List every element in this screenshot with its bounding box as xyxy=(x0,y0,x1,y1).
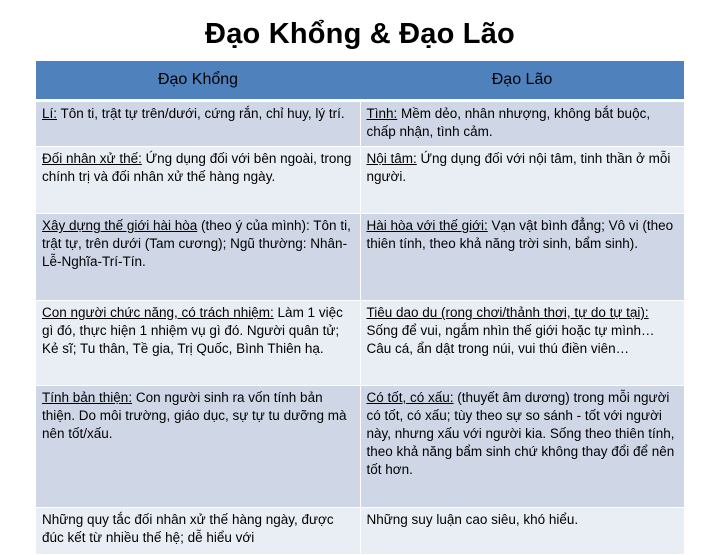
header-dao-khong: Đạo Khổng xyxy=(36,61,360,101)
cell-lead: Có tốt, có xấu: xyxy=(366,390,454,405)
cell-khong xyxy=(36,147,360,214)
cell-lao xyxy=(360,214,684,301)
cell-text: Những suy luận cao siêu, khó hiểu. xyxy=(366,512,579,527)
cell-text: Tôn ti, trật tự trên/dưới, cứng rắn, chỉ huy, lý trí. xyxy=(57,106,345,121)
table-row xyxy=(36,147,684,214)
cell-text: Những quy tắc đối nhân xử thế hàng ngày, được đúc kết từ nhiều thế hệ; dễ hiểu với xyxy=(42,512,334,545)
table-row xyxy=(36,301,684,386)
cell-text: Mềm dẻo, nhân nhượng, không bắt buộc, chấp nhận, tình cảm. xyxy=(366,106,651,139)
cell-lead: Đối nhân xử thế: xyxy=(42,151,142,166)
table-row xyxy=(36,101,684,147)
cell-khong xyxy=(36,301,360,386)
cell-lead: Nội tâm: xyxy=(366,151,417,166)
cell-khong xyxy=(36,214,360,301)
comparison-table-container xyxy=(36,61,684,555)
cell-text: (thuyết âm dương) trong mỗi người có tốt, có xấu; tùy theo sự so sánh - tốt với người này, nhưng xấu với người kia. Sống theo thiên tính, theo khả năng bẩm sinh chứ không thay đổi để nên tốt hơn. xyxy=(366,390,675,477)
cell-lao xyxy=(360,147,684,214)
cell-lao xyxy=(360,301,684,386)
cell-lead: Tiêu dao du (rong chơi/thảnh thơi, tự do tự tại): xyxy=(366,305,649,320)
cell-lead: Lí: xyxy=(42,106,58,121)
table-row xyxy=(36,214,684,301)
cell-text: Làm 1 việc gì đó, thực hiện 1 nhiệm vụ gì đó. Người quân tử; Kẻ sĩ; Tu thân, Tề gia, Trị Quốc, Bình Thiên hạ. xyxy=(42,305,343,356)
cell-lead: Tình: xyxy=(366,106,398,121)
cell-khong xyxy=(36,101,360,147)
table-row xyxy=(36,386,684,508)
cell-lao xyxy=(360,386,684,508)
table-row xyxy=(36,508,684,555)
cell-text: Sống để vui, ngắm nhìn thế giới hoặc tự mình… Câu cá, ẩn dật trong núi, vui thú điền viên… xyxy=(366,323,655,356)
cell-lead: Xây dựng thế giới hài hòa xyxy=(42,218,198,233)
cell-text: Ứng dụng đối với bên ngoài, trong chính trị và đối nhân xử thế hàng ngày. xyxy=(42,151,352,184)
cell-lead: Hài hòa với thế giới: xyxy=(366,218,488,233)
comparison-table xyxy=(36,61,685,555)
cell-text: (theo ý của mình): Tôn ti, trật tự, trên dưới (Tam cương); Ngũ thường: Nhân-Lễ-Nghĩa-Trí-Tín. xyxy=(42,218,351,269)
cell-lao xyxy=(360,508,684,555)
table-header-row xyxy=(36,61,684,101)
cell-text: Ứng dụng đối với nội tâm, tinh thần ở mỗi người. xyxy=(366,151,671,184)
page-title: Đạo Khổng & Đạo Lão xyxy=(205,18,515,50)
cell-text: Vạn vật bình đẳng; Vô vi (theo thiên tính, theo khả năng trời sinh, bẩm sinh). xyxy=(366,218,674,251)
cell-lead: Con người chức năng, có trách nhiệm: xyxy=(42,305,274,320)
cell-lead: Tính bản thiện: xyxy=(42,390,133,405)
cell-lao xyxy=(360,101,684,147)
cell-text: Con người sinh ra vốn tính bản thiện. Do môi trường, giáo dục, sự tự tu dưỡng mà nên tốt/xấu. xyxy=(42,390,347,441)
header-dao-lao: Đạo Lão xyxy=(360,61,684,101)
cell-khong xyxy=(36,386,360,508)
cell-khong xyxy=(36,508,360,555)
